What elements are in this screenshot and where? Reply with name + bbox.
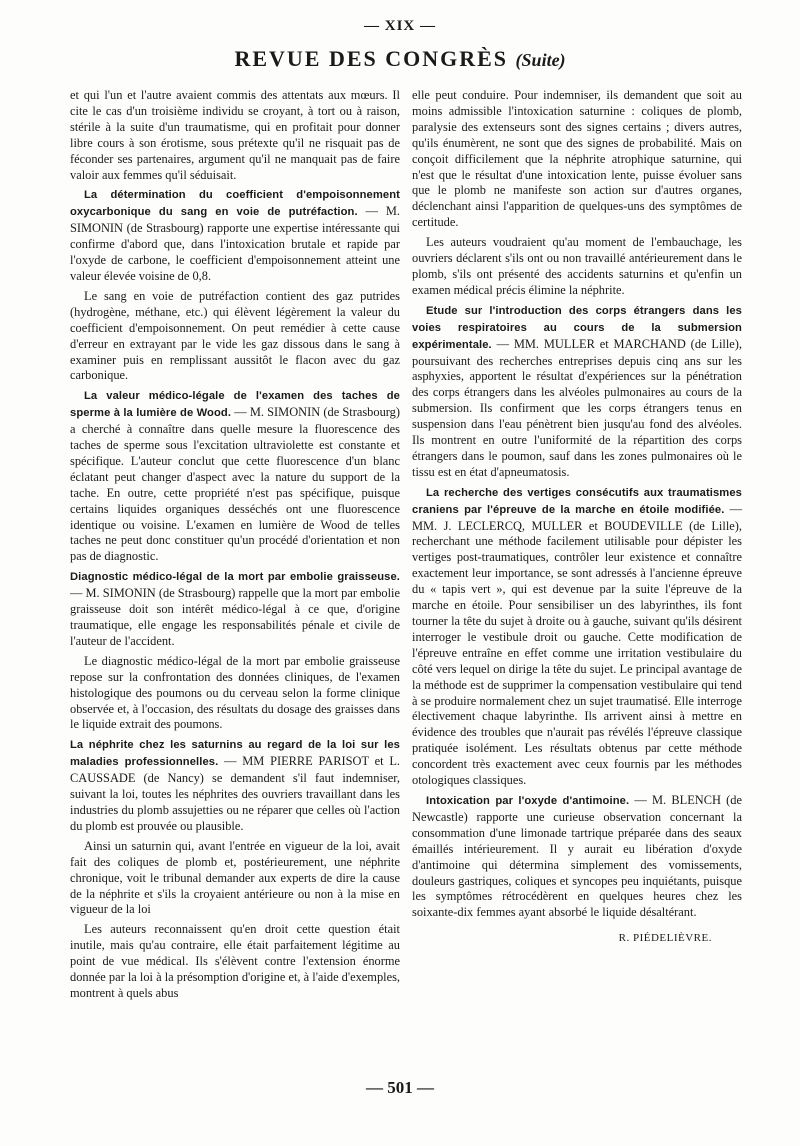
paragraph: Les auteurs reconnaissent qu'en droit cette question était inutile, mais qu'au contraire, elle était parfaitement légitime au point de vue médical. Ils s'élèvent contre l'extension énorme donnée par la loi à la présomption d'origine et, à l'aide d'exemples, montrent à quels abus	[70, 922, 400, 1000]
article-fat-embolism	[70, 569, 400, 650]
article-foreign-bodies	[412, 303, 742, 481]
article-body: — M. SIMONIN (de Strasbourg) rapporte une expertise intéressante qui confirme d'abord que, dans l'intoxication brutale et rapide par l'oxyde de carbone, le coefficient d'empoisonnement atteint une valeur élevée voisine de 0,8.	[70, 204, 400, 283]
article-heading: La valeur médico-légale de l'examen des taches de sperme à la lumière de Wood.	[70, 390, 400, 420]
article-heading: Etude sur l'introduction des corps étrangers dans les voies respiratoires au cours de la submersion expérimentale.	[412, 304, 742, 351]
paragraph: Le sang en voie de putréfaction contient des gaz putrides (hydrogène, méthane, etc.) qui élèvent légèrement la valeur du coefficient d'empoisonnement. On peut remédier à cette cause d'erreur en extrayant par le vide les gaz dissous dans le sang à examiner puis en remplissant aussitôt le flacon avec du gaz carbonique.	[70, 288, 400, 383]
right-column	[412, 88, 742, 951]
article-body: — MM. MULLER et MARCHAND (de Lille), poursuivant des recherches entreprises depuis cinq ans sur les asphyxies, apportent le résultat d'expériences sur la pénétration des corps étrangers dans les alvéoles pulmonaires au cours de la submersion. Ils confirment que les corps étrangers tenus en suspension dans l'eau pénètrent bien jusqu'au fond des alvéoles. Ils montrent en outre l'uniformité de la répartition des corps étrangers dans le poumon, sauf dans les zones pulmonaires où le tissu est en état d'apneumatosis.	[412, 336, 742, 479]
article-heading: Diagnostic médico-légal de la mort par embolie graisseuse.	[70, 571, 400, 584]
article-heading: La détermination du coefficient d'empoisonnement oxycarbonique du sang en voie de putréfaction.	[70, 189, 400, 219]
article-body: — MM. J. LECLERCQ, MULLER et BOUDEVILLE (de Lille), recherchant une méthode facilement utilisable pour dépister les vertiges post-traumatiques, contrôler leur existence et connaître exactement leur importance, se sont adressés à l'ancienne épreuve du « tapis vert », qui est devenue par la suite l'épreuve de la marche en étoile. Pour sensibiliser un des labyrinthes, ils font tourner la tête du sujet à droite ou à gauche, suivant qu'ils désirent interroger le vestibule droit ou gauche. Cette modification de l'épreuve entraîne en effet comme une irritation vestibulaire du côté vers lequel on dirige la tête du sujet. Le principal avantage de la méthode est de supprimer la compensation vestibulaire qui tend à se produire normalement chez un sujet traumatisé. Elle interroge électivement chaque labyrinthe. Ils arrivent ainsi à mettre en évidence des troubles que n'aurait pas révélés l'épreuve classique pratiquée isolément. Les résultats obtenus par cette méthode concordent très exactement avec ceux fournis par les méthodes otologiques classiques.	[412, 501, 742, 788]
article-oxycarbon	[70, 187, 400, 284]
article-heading: Intoxication par l'oxyde d'antimoine.	[426, 794, 630, 807]
article-heading: La néphrite chez les saturnins au regard de la loi sur les maladies professionnelles.	[70, 739, 400, 769]
left-column	[70, 88, 400, 1006]
article-body: — M. SIMONIN (de Strasbourg) a cherché à connaître dans quelle mesure la fluorescence des taches de sperme sous l'excitation ultraviolette est constante et spécifique. L'auteur conclut que cette fluorescence d'un blanc éclatant peut changer d'aspect avec la nature du support de la tache. En outre, cette propriété n'est pas spécifique, puisque certains liquides organiques desséchés ont une fluorescence identique ou voisine. L'examen en lumière de Wood de telles taches ne peut donc constituer qu'un procédé d'orientation et non pas de diagnostic.	[70, 405, 400, 564]
article-heading: La recherche des vertiges consécutifs aux traumatismes craniens par l'épreuve de la marche en étoile modifiée.	[412, 486, 742, 516]
paragraph: Le diagnostic médico-légal de la mort par embolie graisseuse repose sur la confrontation des données cliniques, de l'examen histologique des poumons ou du cerveau selon la forme clinique observée et, à l'occasion, des résultats du dosage des graisses dans le liquide extrait des poumons.	[70, 653, 400, 732]
roman-page-number: — XIX —	[363, 18, 436, 34]
page-number: — 501 —	[366, 1078, 434, 1097]
author-signature: R. PIÉDELIÈVRE.	[618, 932, 712, 945]
article-vertigo	[412, 485, 742, 789]
paragraph: Ainsi un saturnin qui, avant l'entrée en vigueur de la loi, avait fait des coliques de plomb et, postérieurement, une néphrite chronique, voit le tribunal demander aux experts de dire la cause de la néphrite et s'ils la croyaient antérieure ou non à la mise en vigueur de la loi	[70, 838, 400, 917]
section-title-text: REVUE DES CONGRÈS	[234, 46, 509, 71]
article-body: — MM PIERRE PARISOT et L. CAUSSADE (de Nancy) se demandent s'il faut indemniser, suivant la loi, toutes les néphrites des ouvriers travaillant dans les industries du plomb assujetties ou ne réparer que celles où l'action du plomb est prouvée ou plausible.	[70, 754, 400, 833]
article-nephritis	[70, 737, 400, 834]
paragraph-continued: et qui l'un et l'autre avaient commis des attentats aux mœurs. Il cite le cas d'un troisième individu se croyant, à tort ou à raison, stérile à la suite d'un traumatisme, qui en profitait pour donner libre cours à son érotisme, sous prétexte qu'il ne risquait pas de féconder ses partenaires, argument qu'il ne manquait pas de faire valoir aux femmes qu'il séduisait.	[70, 88, 400, 182]
section-title-suite: (Suite)	[515, 50, 566, 70]
paragraph: Les auteurs voudraient qu'au moment de l'embauchage, les ouvriers déclarent s'ils ont ou non travaillé antérieurement dans le plomb, s'ils ont présenté des accidents saturnins et qu'enfin un examen médical précis élimine la néphrite.	[412, 235, 742, 297]
paragraph-continued: elle peut conduire. Pour indemniser, ils demandent que soit au moins admissible l'intoxication saturnine : coliques de plomb, paralysie des extenseurs sont des signes certains ; divers autres, qu'ils énumèrent, ne sont que des signes de probabilité. Mais on conçoit difficilement que la néphrite atrophique saturnine, qui n'est que le résultat d'une intoxication lente, puisse évoluer sans que le plomb ne manifeste son action sur d'autres organes, déclenchant ainsi l'apparition de quelques-uns des symptômes de certitude.	[412, 88, 742, 230]
article-antimony	[412, 793, 742, 921]
article-body: — M. SIMONIN (de Strasbourg) rappelle que la mort par embolie graisseuse doit son intérêt médico-légal à ce que, d'origine traumatique, elle engage les responsabilités pénale et civile de l'auteur de l'accident.	[70, 586, 400, 648]
section-title	[0, 46, 800, 72]
article-wood-light	[70, 388, 400, 565]
article-body: — M. BLENCH (de Newcastle) rapporte une curieuse observation concernant la consommation d'une limonade tartrique préparée dans des seaux émaillés intérieurement. Il y aurait eu libération d'oxyde d'antimoine qui détermina simplement des vomissements, douleurs gastriques, coliques et syncopes peu inquiétants, puisque les symptômes rétrocédèrent en quelques heures chez les soixante-dix femmes ayant absorbé le liquide désaltérant.	[412, 792, 743, 920]
